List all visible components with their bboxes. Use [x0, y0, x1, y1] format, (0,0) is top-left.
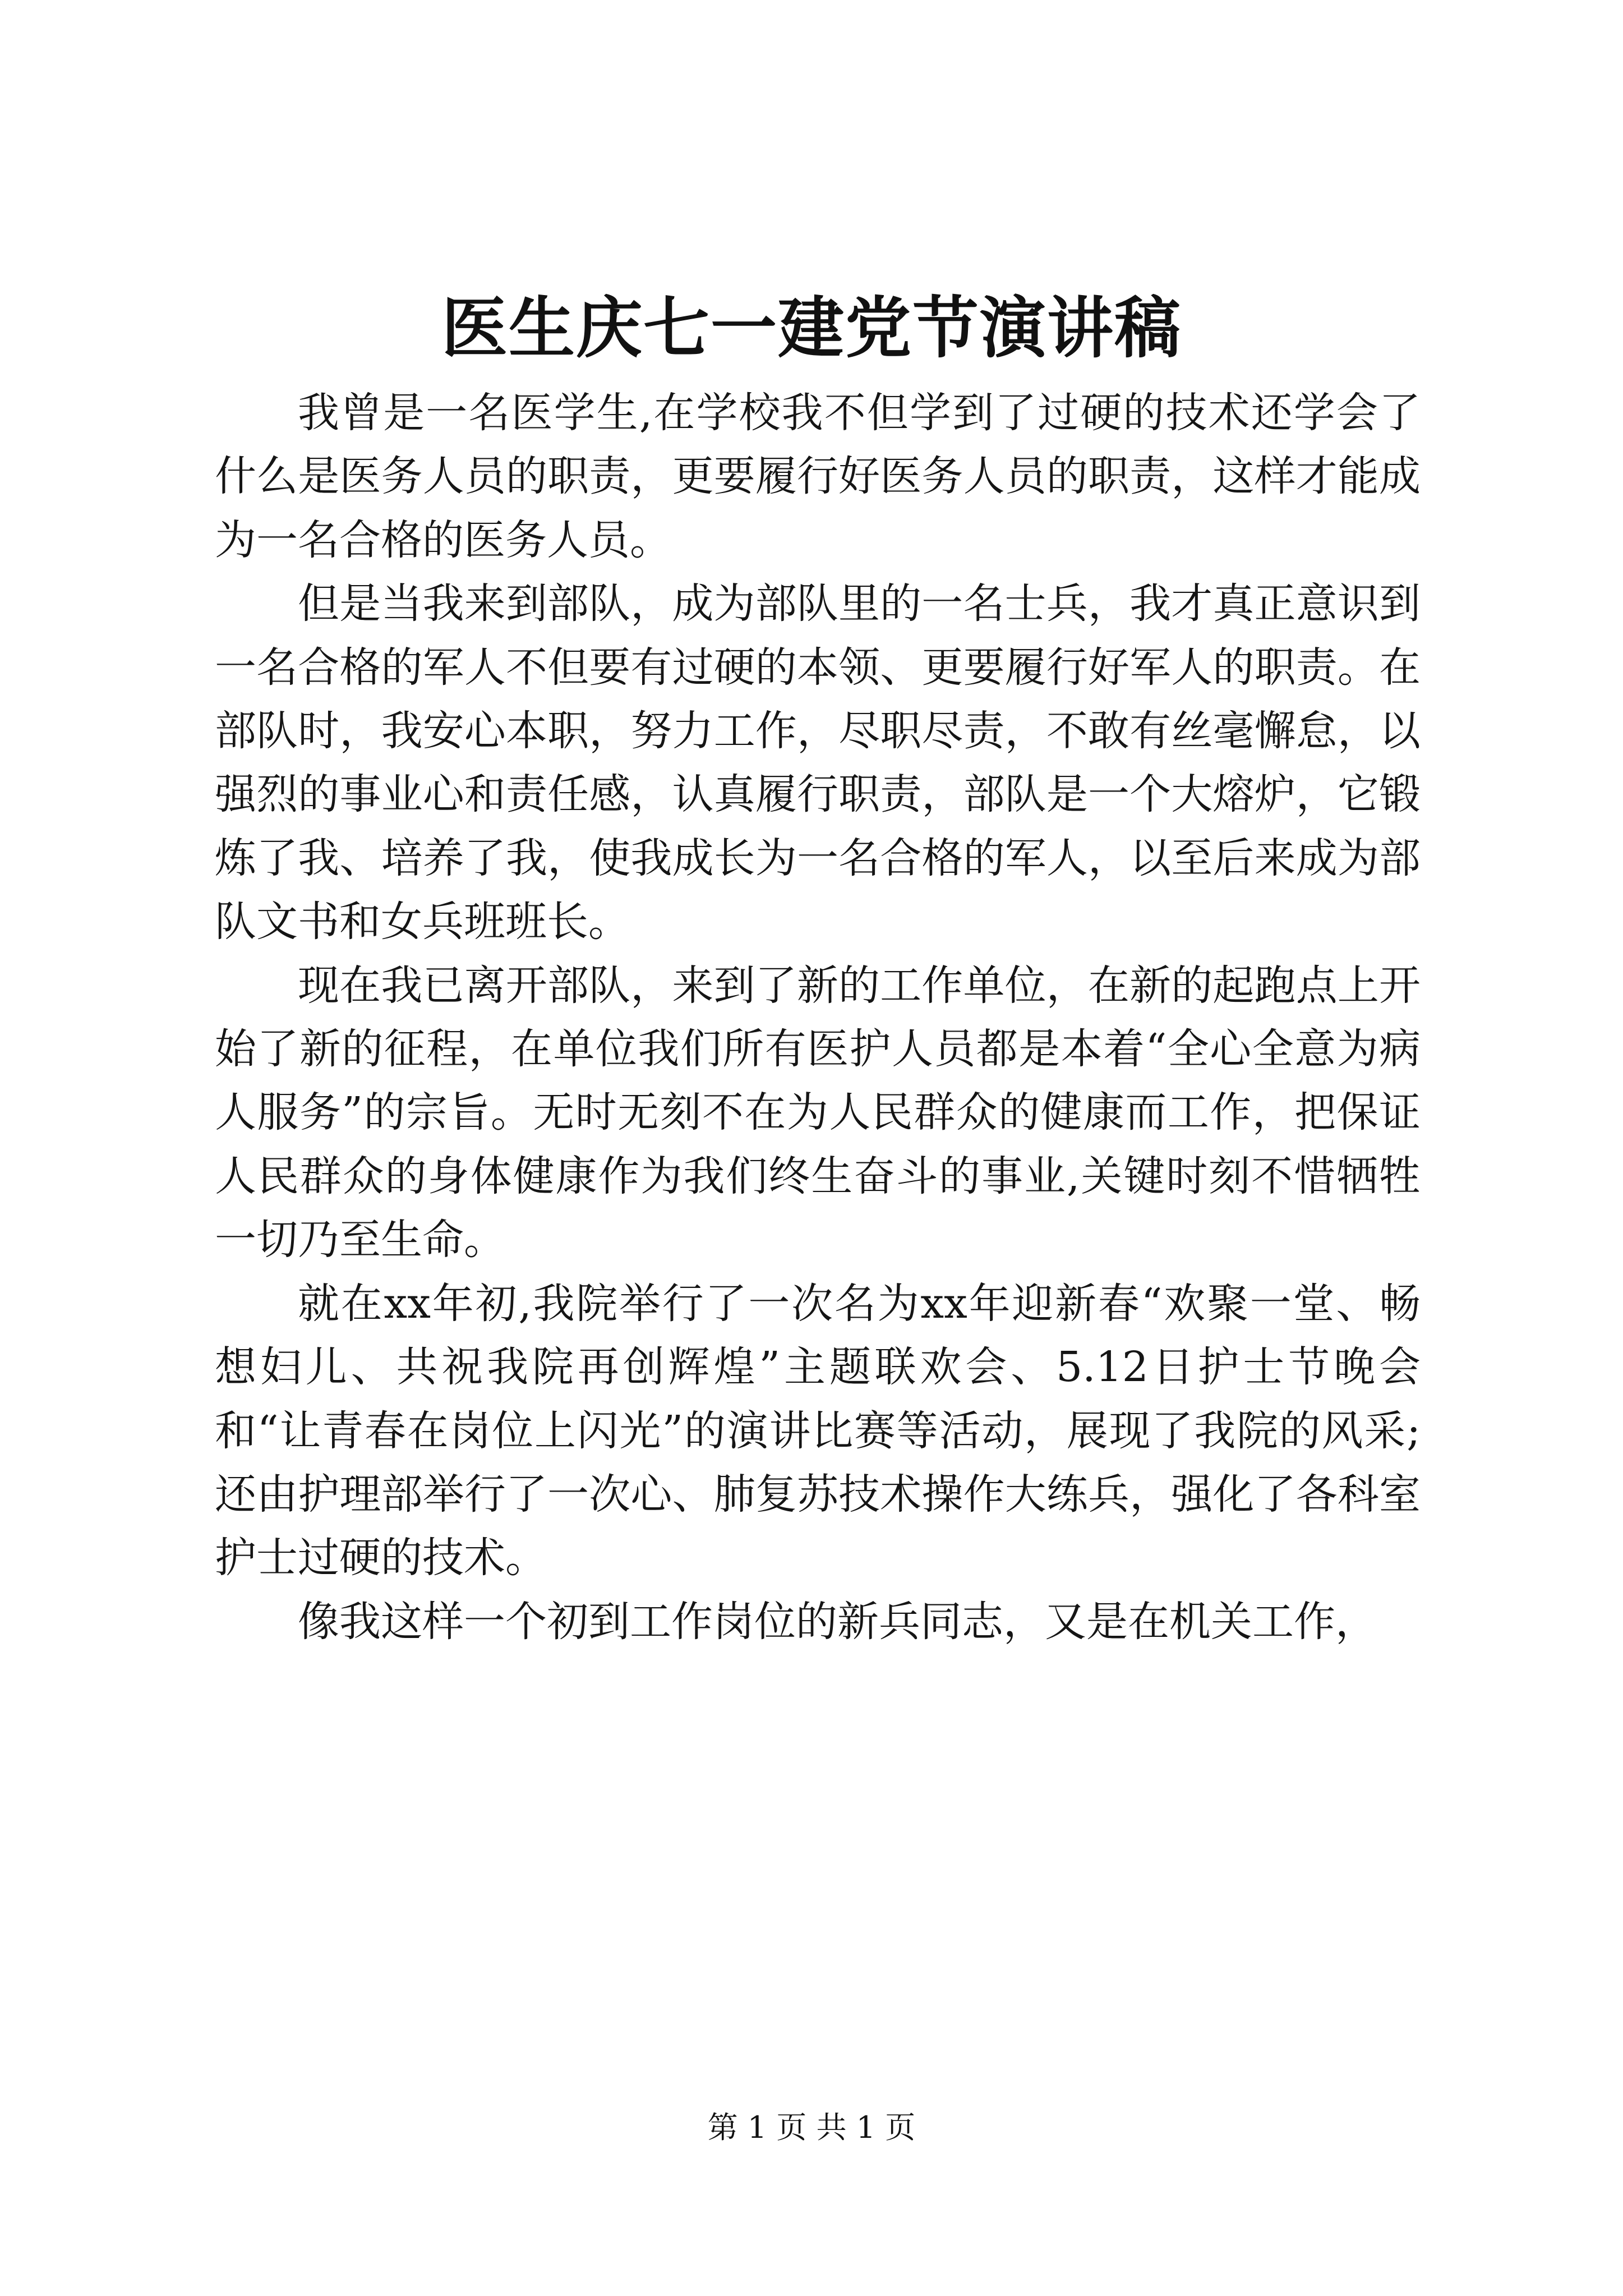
paragraph-5: 像我这样一个初到工作岗位的新兵同志，又是在机关工作，	[298, 1597, 1377, 1646]
paragraph-3: 现在我已离开部队，来到了新的工作单位，在新的起跑点上开始了新的征程，在单位我们所有医护人员都是本着“全心全意为病人服务”的宗旨。无时无刻不在为人民群众的健康而工作，把保证人民群众的身体健康作为我们终生奋斗的事业,关键时刻不惜牺牲一切乃至生命。	[215, 961, 1421, 1264]
document-title: 医生庆七一建党节演讲稿	[441, 289, 1182, 367]
paragraph-2: 但是当我来到部队，成为部队里的一名士兵，我才真正意识到一名合格的军人不但要有过硬的本领、更要履行好军人的职责。在部队时，我安心本职，努力工作，尽职尽责，不敢有丝毫懈怠，以强烈的事业心和责任感，认真履行职责，部队是一个大熔炉，它锻炼了我、培养了我，使我成长为一名合格的军人，以至后来成为部队文书和女兵班班长。	[215, 579, 1421, 946]
paragraph-4: 就在xx年初,我院举行了一次名为xx年迎新春“欢聚一堂、畅想妇儿、共祝我院再创辉煌”主题联欢会、5.12日护士节晚会和“让青春在岗位上闪光”的演讲比赛等活动，展现了我院的风采;还由护理部举行了一次心、肺复苏技术操作大练兵，强化了各科室护士过硬的技术。	[215, 1279, 1421, 1582]
page-number-footer: 第 1 页 共 1 页	[707, 2110, 916, 2145]
document-body	[215, 381, 1421, 1654]
paragraph-1: 我曾是一名医学生,在学校我不但学到了过硬的技术还学会了什么是医务人员的职责，更要履行好医务人员的职责，这样才能成为一名合格的医务人员。	[215, 389, 1421, 564]
